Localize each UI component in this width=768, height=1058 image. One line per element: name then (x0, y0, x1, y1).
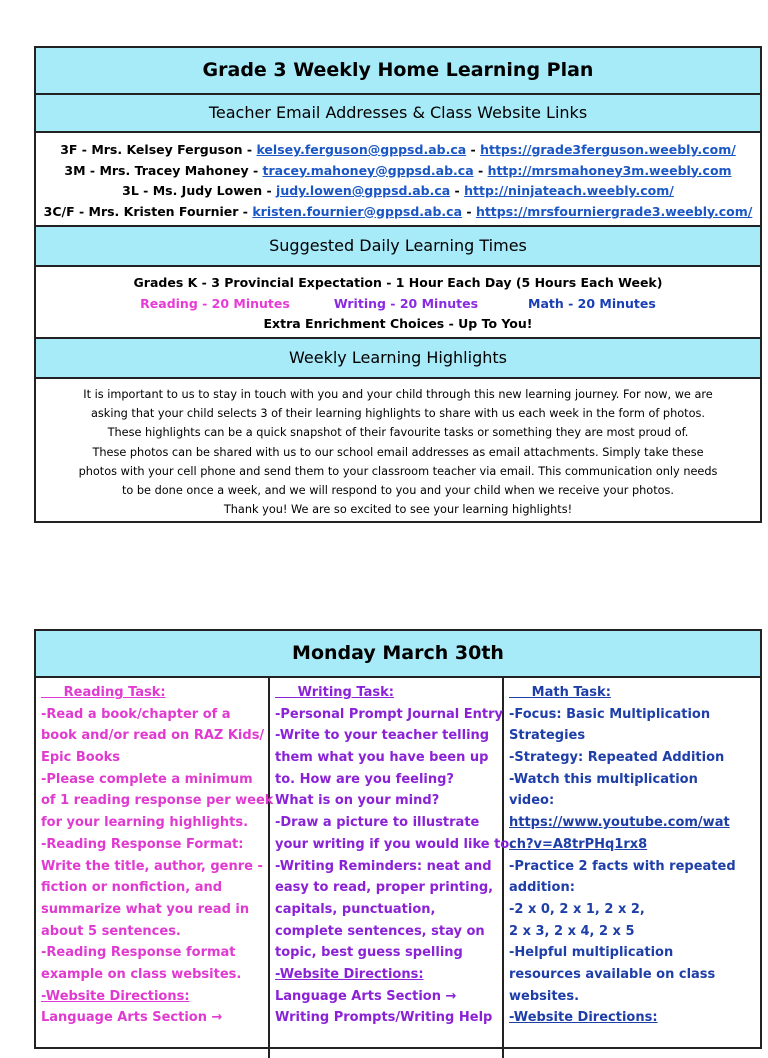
task-line: -Watch this multiplication (509, 771, 698, 787)
math-task-heading: Math Task: (531, 685, 611, 700)
writing-time: Writing - 20 Minutes (333, 295, 479, 311)
task-line: addition: (509, 880, 575, 896)
task-line: 2 x 3, 2 x 4, 2 x 5 (509, 923, 635, 939)
task-line: -Write to your teacher telling (275, 728, 490, 744)
teacher-name: 3C/F - Mrs. Kristen Fournier - (43, 203, 253, 219)
task-line: book and/or read on RAZ Kids/ (41, 728, 265, 744)
task-line: -Reading Response format (41, 945, 236, 961)
task-line: -Practice 2 facts with repeated (509, 858, 736, 874)
teacher-row: 3C/F - Mrs. Kristen Fournier - kristen.fournier@gppsd.ab.ca - https://mrsfourniergrade3.weebly.com/ (43, 203, 753, 219)
task-line: Write the title, author, genre - (41, 858, 263, 874)
highlights-heading: Weekly Learning Highlights (36, 339, 760, 379)
task-line: Writing Prompts/Writing Help (275, 1010, 493, 1026)
paragraph-line: to be done once a week, and we will respond to you and your child when we receive your photos. (121, 483, 675, 497)
task-line: of 1 reading response per week (41, 793, 274, 809)
website-directions: -Website Directions: (275, 966, 424, 982)
weekly-plan-table (34, 46, 762, 523)
website-directions: -Website Directions: (41, 988, 190, 1004)
math-task-column (504, 678, 760, 1058)
task-line: your writing if you would like to. (275, 836, 515, 852)
teacher-row: 3L - Ms. Judy Lowen - judy.lowen@gppsd.ab.ca - http://ninjateach.weebly.com/ (122, 183, 674, 198)
video-link[interactable]: https://www.youtube.com/wat (509, 815, 730, 831)
task-line: summarize what you read in (41, 901, 250, 917)
task-line: easy to read, proper printing, (275, 880, 494, 896)
paragraph-line: These photos can be shared with us to our school email addresses as email attachments. Simply take these (92, 445, 704, 459)
teacher-email-link[interactable]: kelsey.ferguson@gppsd.ab.ca (256, 142, 467, 157)
task-line: -Writing Reminders: neat and (275, 858, 492, 874)
contacts-heading: Teacher Email Addresses & Class Website Links (36, 95, 760, 133)
task-line: them what you have been up (275, 750, 489, 766)
task-line: -Please complete a minimum (41, 771, 253, 787)
task-line: capitals, punctuation, (275, 901, 436, 917)
task-line: -2 x 0, 2 x 1, 2 x 2, (509, 901, 645, 917)
reading-time: Reading - 20 Minutes (140, 295, 290, 311)
teacher-row: 3F - Mrs. Kelsey Ferguson - kelsey.ferguson@gppsd.ab.ca - https://grade3ferguson.weebly.com/ (60, 142, 736, 157)
reading-task-column (36, 678, 274, 1058)
teacher-contacts (36, 133, 760, 227)
task-line: to. How are you feeling? (275, 771, 454, 787)
teacher-name: 3F - Mrs. Kelsey Ferguson - (60, 142, 257, 157)
paragraph-line: Thank you! We are so excited to see your learning highlights! (223, 503, 573, 517)
reading-task-heading: Reading Task: (63, 685, 166, 700)
paragraph-line: These highlights can be a quick snapshot of their favourite tasks or something they are most proud of. (107, 426, 689, 440)
times-heading: Suggested Daily Learning Times (36, 227, 760, 267)
task-line: example on class websites. (41, 966, 242, 982)
paragraph-line: asking that your child selects 3 of their learning highlights to share with us each week in the form of photos. (90, 407, 705, 421)
task-line: topic, best guess spelling (275, 945, 463, 961)
task-line: -Personal Prompt Journal Entry (275, 706, 503, 722)
class-website-link[interactable]: https://mrsfourniergrade3.weebly.com/ (475, 203, 753, 219)
task-line: Epic Books (41, 750, 121, 766)
day-title: Monday March 30th (36, 631, 760, 678)
subject-times (36, 294, 760, 315)
teacher-row: 3M - Mrs. Tracey Mahoney - tracey.mahoney@gppsd.ab.ca - http://mrsmahoney3m.weebly.com (64, 162, 732, 178)
writing-task-heading: Writing Task: (297, 685, 394, 700)
task-line: -Read a book/chapter of a (41, 706, 231, 722)
provincial-expectation: Grades K - 3 Provincial Expectation - 1 Hour Each Day (5 Hours Each Week) (133, 275, 663, 290)
math-time: Math - 20 Minutes (528, 295, 656, 311)
learning-times (36, 267, 760, 339)
teacher-email-link[interactable]: kristen.fournier@gppsd.ab.ca (252, 203, 463, 219)
task-line: Language Arts Section → (275, 988, 457, 1004)
website-directions: -Website Directions: (509, 1010, 658, 1026)
teacher-name: 3L - Ms. Judy Lowen - (122, 183, 277, 198)
teacher-name: 3M - Mrs. Tracey Mahoney - (64, 162, 263, 178)
task-line: about 5 sentences. (41, 923, 181, 939)
task-line: -Focus: Basic Multiplication (509, 706, 711, 722)
video-link[interactable]: ch?v=A8trPHq1rx8 (509, 836, 648, 852)
task-columns (36, 678, 760, 1058)
task-line: -Strategy: Repeated Addition (509, 750, 725, 766)
task-line: Strategies (509, 728, 586, 744)
monday-table (34, 629, 762, 1049)
enrichment-note: Extra Enrichment Choices - Up To You! (263, 316, 533, 331)
teacher-email-link[interactable]: tracey.mahoney@gppsd.ab.ca (262, 162, 474, 178)
highlights-paragraph (36, 379, 760, 521)
teacher-email-link[interactable]: judy.lowen@gppsd.ab.ca (276, 183, 451, 198)
task-line: video: (509, 793, 555, 809)
task-line: websites. (509, 988, 580, 1004)
task-line: resources available on class (509, 966, 716, 982)
class-website-link[interactable]: https://grade3ferguson.weebly.com/ (480, 142, 736, 157)
paragraph-line: It is important to us to stay in touch with you and your child through this new learning journey. For now, we are (83, 388, 713, 401)
task-line: -Helpful multiplication (509, 945, 674, 961)
writing-task-column (270, 678, 515, 1058)
task-line: -Reading Response Format: (41, 836, 244, 852)
task-line: complete sentences, stay on (275, 923, 485, 939)
task-line: fiction or nonfiction, and (41, 880, 223, 896)
class-website-link[interactable]: http://ninjateach.weebly.com/ (464, 183, 674, 198)
task-line: for your learning highlights. (41, 815, 249, 831)
task-line: What is on your mind? (275, 793, 440, 809)
class-website-link[interactable]: http://mrsmahoney3m.weebly.com (487, 162, 732, 178)
paragraph-line: photos with your cell phone and send them to your classroom teacher via email. This communication only needs (78, 464, 718, 478)
task-line: Language Arts Section → (41, 1010, 223, 1026)
task-line: -Draw a picture to illustrate (275, 815, 480, 831)
plan-title: Grade 3 Weekly Home Learning Plan (36, 48, 760, 95)
